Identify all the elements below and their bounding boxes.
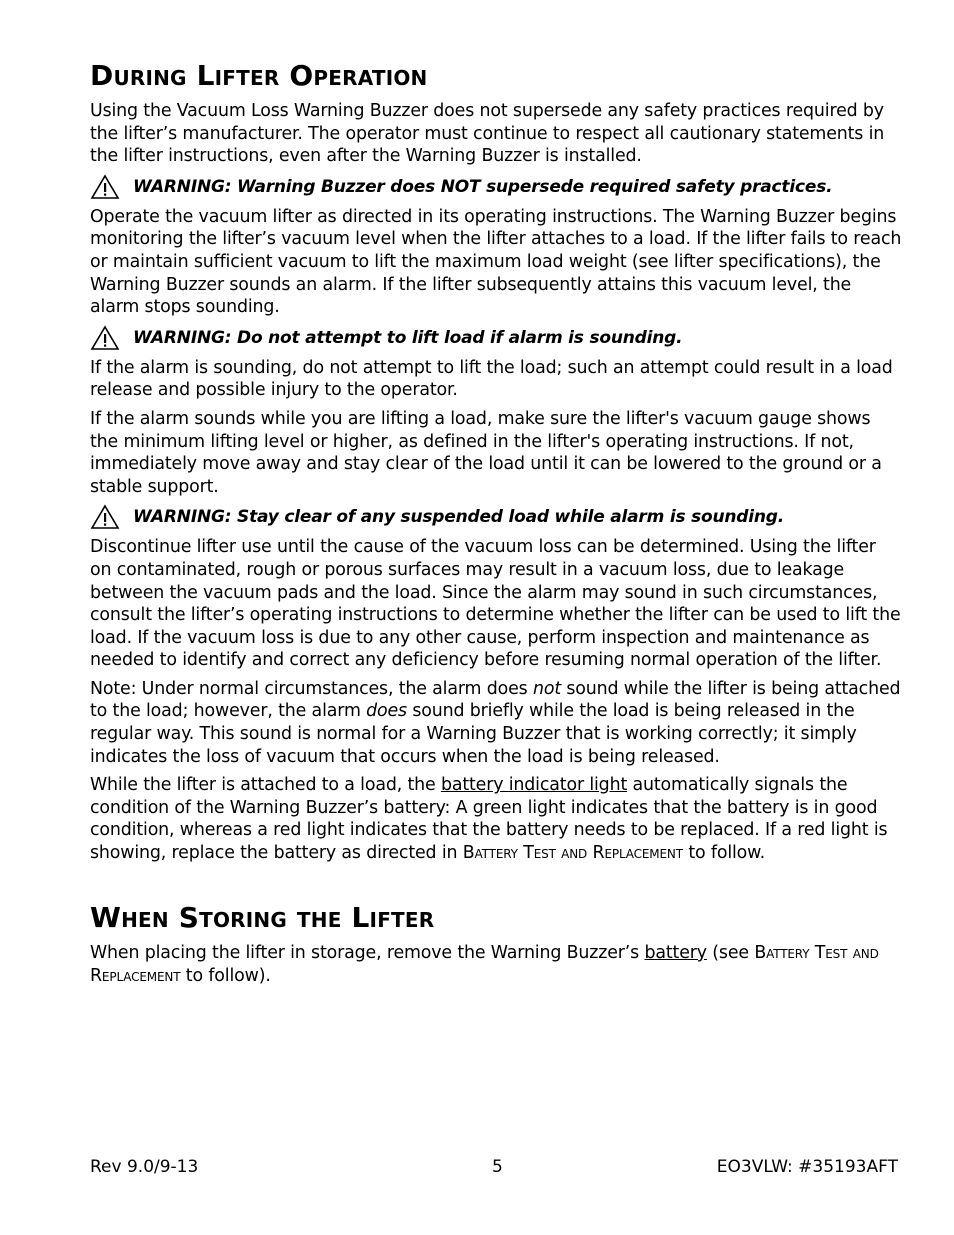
warning-text: WARNING: Warning Buzzer does NOT supersede required safety practices. (133, 176, 833, 197)
section-during-lifter-operation (90, 58, 902, 865)
battery-link: battery (644, 943, 707, 963)
battery-test-reference: Battery Test and Replacement (90, 943, 879, 986)
warning-callout (90, 504, 902, 530)
warning-triangle-icon (90, 504, 120, 530)
intro-paragraph: Using the Vacuum Loss Warning Buzzer does not supersede any safety practices required by the lifter’s manufacturer. The operator must continue to respect all cautionary statements in the lifter instructions, even after the Warning Buzzer is installed. (90, 101, 885, 167)
warning-callout (90, 325, 902, 351)
warning-text: WARNING: Stay clear of any suspended load while alarm is sounding. (133, 507, 785, 528)
warning-triangle-icon (90, 325, 120, 351)
revision-label: Rev 9.0/9-13 (90, 1157, 199, 1177)
section-heading: During Lifter Operation (90, 59, 428, 92)
note-paragraph: Note: Under normal circumstances, the alarm does not sound while the lifter is being attached to the load; however, the alarm does sound briefly while the load is being released in the regular way. This sound is normal for a Warning Buzzer that is working correctly; it simply indicates the loss of vacuum that occurs when the load is being released. (90, 678, 901, 767)
alarm-while-lifting-paragraph: If the alarm sounds while you are lifting a load, make sure the lifter's vacuum gauge shows the minimum lifting level or higher, as defined in the lifter's operating instructions. If not, immediately move away and stay clear of the load until it can be lowered to the ground or a stable support. (90, 408, 882, 497)
section-heading: When Storing the Lifter (90, 901, 435, 934)
discontinue-paragraph: Discontinue lifter use until the cause of the vacuum loss can be determined. Using the lifter on contaminated, rough or porous surfaces may result in a vacuum loss, due to leakage between the vacuum pads and the load. Since the alarm may sound in such circumstances, consult the lifter’s operating instructions to determine whether the lifter can be used to lift the load. If the vacuum loss is due to any other cause, perform inspection and maintenance as needed to identify and correct any deficiency before resuming normal operation of the lifter. (90, 537, 901, 671)
storage-paragraph: When placing the lifter in storage, remove the Warning Buzzer’s battery (see Battery Test and Replacement to follow). (90, 943, 879, 986)
warning-callout (90, 174, 902, 200)
battery-indicator-light-link: battery indicator light (440, 775, 628, 796)
warning-text: WARNING: Do not attempt to lift load if alarm is sounding. (133, 327, 683, 348)
warning-triangle-icon (90, 174, 120, 200)
battery-test-reference: Battery Test and Replacement (462, 843, 683, 864)
page-number: 5 (492, 1157, 503, 1177)
alarm-paragraph: If the alarm is sounding, do not attempt to lift the load; such an attempt could result in a load release and possible injury to the operator. (90, 357, 893, 401)
document-id: EO3VLW: #35193AFT (716, 1157, 898, 1177)
section-when-storing (90, 900, 902, 987)
operation-paragraph: Operate the vacuum lifter as directed in its operating instructions. The Warning Buzzer begins monitoring the lifter’s vacuum level when the lifter attaches to a load. If the lifter fails to reach or maintain sufficient vacuum to lift the maximum load weight (see lifter specifications), the Warning Buzzer sounds an alarm. If the lifter subsequently attains this vacuum level, the alarm stops sounding. (90, 206, 902, 318)
page-footer (90, 1157, 898, 1179)
battery-paragraph: While the lifter is attached to a load, the battery indicator light automatically signals the condition of the Warning Buzzer’s battery: A green light indicates that the battery is in good condition, whereas a red light indicates that the battery needs to be replaced. If a red light is showing, replace the battery as directed in Battery Test and Replacement to follow. (90, 775, 888, 864)
